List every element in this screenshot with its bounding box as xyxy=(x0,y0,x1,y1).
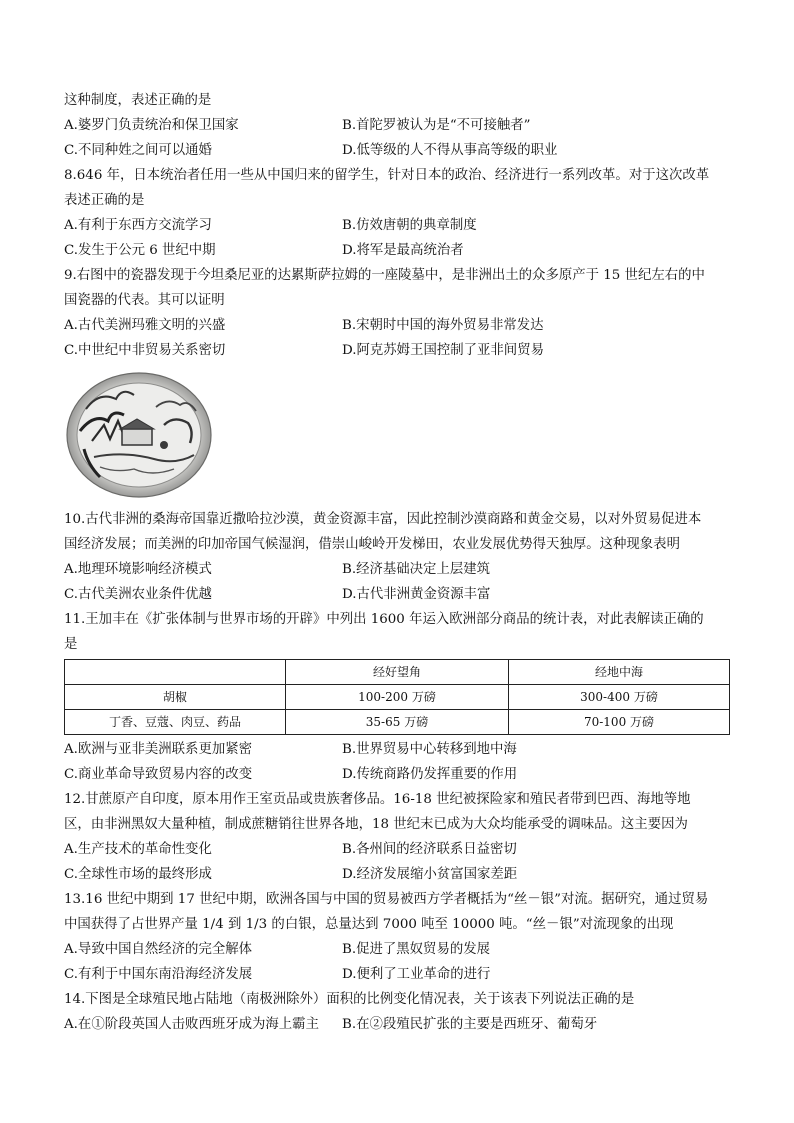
table-header-cell: 经地中海 xyxy=(509,660,730,685)
question-stem-line: 是 xyxy=(64,637,78,652)
option-a[interactable]: A.婆罗门负责统治和保卫国家 xyxy=(64,118,239,133)
question-stem-line: 国瓷器的代表。其可以证明 xyxy=(64,293,225,308)
option-d[interactable]: D.低等级的人不得从事高等级的职业 xyxy=(342,143,558,158)
option-c[interactable]: C.古代美洲农业条件优越 xyxy=(64,587,212,602)
exam-content xyxy=(64,88,732,1037)
table-row xyxy=(65,710,730,735)
option-b[interactable]: B.世界贸易中心转移到地中海 xyxy=(342,742,517,757)
question-12 xyxy=(64,787,732,887)
question-stem-line: 这种制度，表述正确的是 xyxy=(64,93,212,108)
option-b[interactable]: B.经济基础决定上层建筑 xyxy=(342,562,491,577)
table-header-cell xyxy=(65,660,286,685)
option-d[interactable]: D.将军是最高统治者 xyxy=(342,243,464,258)
question-13 xyxy=(64,887,732,987)
option-c[interactable]: C.商业革命导致贸易内容的改变 xyxy=(64,767,253,782)
question-stem-line: 11.王加丰在《扩张体制与世界市场的开辟》中列出 1600 年运入欧洲部分商品的统计表，对此表解读正确的 xyxy=(64,612,704,627)
option-b[interactable]: B.各州间的经济联系日益密切 xyxy=(342,842,517,857)
option-d[interactable]: D.经济发展缩小贫富国家差距 xyxy=(342,867,518,882)
option-b[interactable]: B.宋朝时中国的海外贸易非常发达 xyxy=(342,318,544,333)
question-14 xyxy=(64,987,732,1037)
porcelain-plate-illustration xyxy=(64,369,214,499)
question-stem-line: 表述正确的是 xyxy=(64,193,145,208)
table-header-cell: 经好望角 xyxy=(286,660,509,685)
option-d[interactable]: D.传统商路仍发挥重要的作用 xyxy=(342,767,518,782)
option-d[interactable]: D.阿克苏姆王国控制了亚非间贸易 xyxy=(342,343,544,358)
question-11 xyxy=(64,607,732,787)
option-a[interactable]: A.有利于东西方交流学习 xyxy=(64,218,212,233)
question-8 xyxy=(64,163,732,263)
question-stem-line: 区，由非洲黑奴大量种植，制成蔗糖销往世界各地，18 世纪末已成为大众均能承受的调味品。这主要因为 xyxy=(64,817,688,832)
porcelain-plate-image xyxy=(64,369,214,499)
option-c[interactable]: C.不同种姓之间可以通婚 xyxy=(64,143,212,158)
table-header-row xyxy=(65,660,730,685)
table-cell: 100-200 万磅 xyxy=(286,685,509,710)
question-stem-line: 13.16 世纪中期到 17 世纪中期，欧洲各国与中国的贸易被西方学者概括为“丝－银”对流。据研究，通过贸易 xyxy=(64,892,709,907)
table-cell: 35-65 万磅 xyxy=(286,710,509,735)
option-c[interactable]: C.全球性市场的最终形成 xyxy=(64,867,212,882)
question-stem-line: 12.甘蔗原产自印度，原本用作王室贡品或贵族奢侈品。16-18 世纪被探险家和殖民者带到巴西、海地等地 xyxy=(64,792,691,807)
option-c[interactable]: C.有利于中国东南沿海经济发展 xyxy=(64,967,253,982)
question-stem-line: 14.下图是全球殖民地占陆地（南极洲除外）面积的比例变化情况表，关于该表下列说法正确的是 xyxy=(64,992,635,1007)
table-cell: 胡椒 xyxy=(65,685,286,710)
question-10 xyxy=(64,507,732,607)
option-b[interactable]: B.首陀罗被认为是“不可接触者” xyxy=(342,118,531,133)
option-a[interactable]: A.生产技术的革命性变化 xyxy=(64,842,212,857)
option-a[interactable]: A.导致中国自然经济的完全解体 xyxy=(64,942,253,957)
option-a[interactable]: A.欧洲与亚非美洲联系更加紧密 xyxy=(64,742,253,757)
question-stem-line: 10.古代非洲的桑海帝国靠近撒哈拉沙漠，黄金资源丰富，因此控制沙漠商路和黄金交易，以对外贸易促进本 xyxy=(64,512,702,527)
option-a[interactable]: A.古代美洲玛雅文明的兴盛 xyxy=(64,318,226,333)
table-row xyxy=(65,685,730,710)
option-b[interactable]: B.仿效唐朝的典章制度 xyxy=(342,218,477,233)
question-stem-line: 中国获得了占世界产量 1/4 到 1/3 的白银，总量达到 7000 吨至 10000 吨。“丝－银”对流现象的出现 xyxy=(64,917,674,932)
question-7 xyxy=(64,88,732,163)
question-9 xyxy=(64,263,732,499)
option-b[interactable]: B.促进了黑奴贸易的发展 xyxy=(342,942,491,957)
option-d[interactable]: D.便利了工业革命的进行 xyxy=(342,967,491,982)
table-cell: 70-100 万磅 xyxy=(509,710,730,735)
option-d[interactable]: D.古代非洲黄金资源丰富 xyxy=(342,587,491,602)
question-stem-line: 国经济发展；而美洲的印加帝国气候湿润，借崇山峻岭开发梯田，农业发展优势得天独厚。这种现象表明 xyxy=(64,537,680,552)
table-cell: 丁香、豆蔻、肉豆、药品 xyxy=(65,710,286,735)
commodity-statistics-table xyxy=(64,659,730,735)
table-cell: 300-400 万磅 xyxy=(509,685,730,710)
option-c[interactable]: C.中世纪中非贸易关系密切 xyxy=(64,343,226,358)
option-b[interactable]: B.在②段殖民扩张的主要是西班牙、葡萄牙 xyxy=(342,1017,598,1032)
question-stem-line: 9.右图中的瓷器发现于今坦桑尼亚的达累斯萨拉姆的一座陵墓中，是非洲出土的众多原产于 15 世纪左右的中 xyxy=(64,268,705,283)
option-a[interactable]: A.在①阶段英国人击败西班牙成为海上霸主 xyxy=(64,1017,319,1032)
option-c[interactable]: C.发生于公元 6 世纪中期 xyxy=(64,243,216,258)
question-stem-line: 8.646 年，日本统治者任用一些从中国归来的留学生，针对日本的政治、经济进行一系列改革。对于这次改革 xyxy=(64,168,710,183)
option-a[interactable]: A.地理环境影响经济模式 xyxy=(64,562,212,577)
